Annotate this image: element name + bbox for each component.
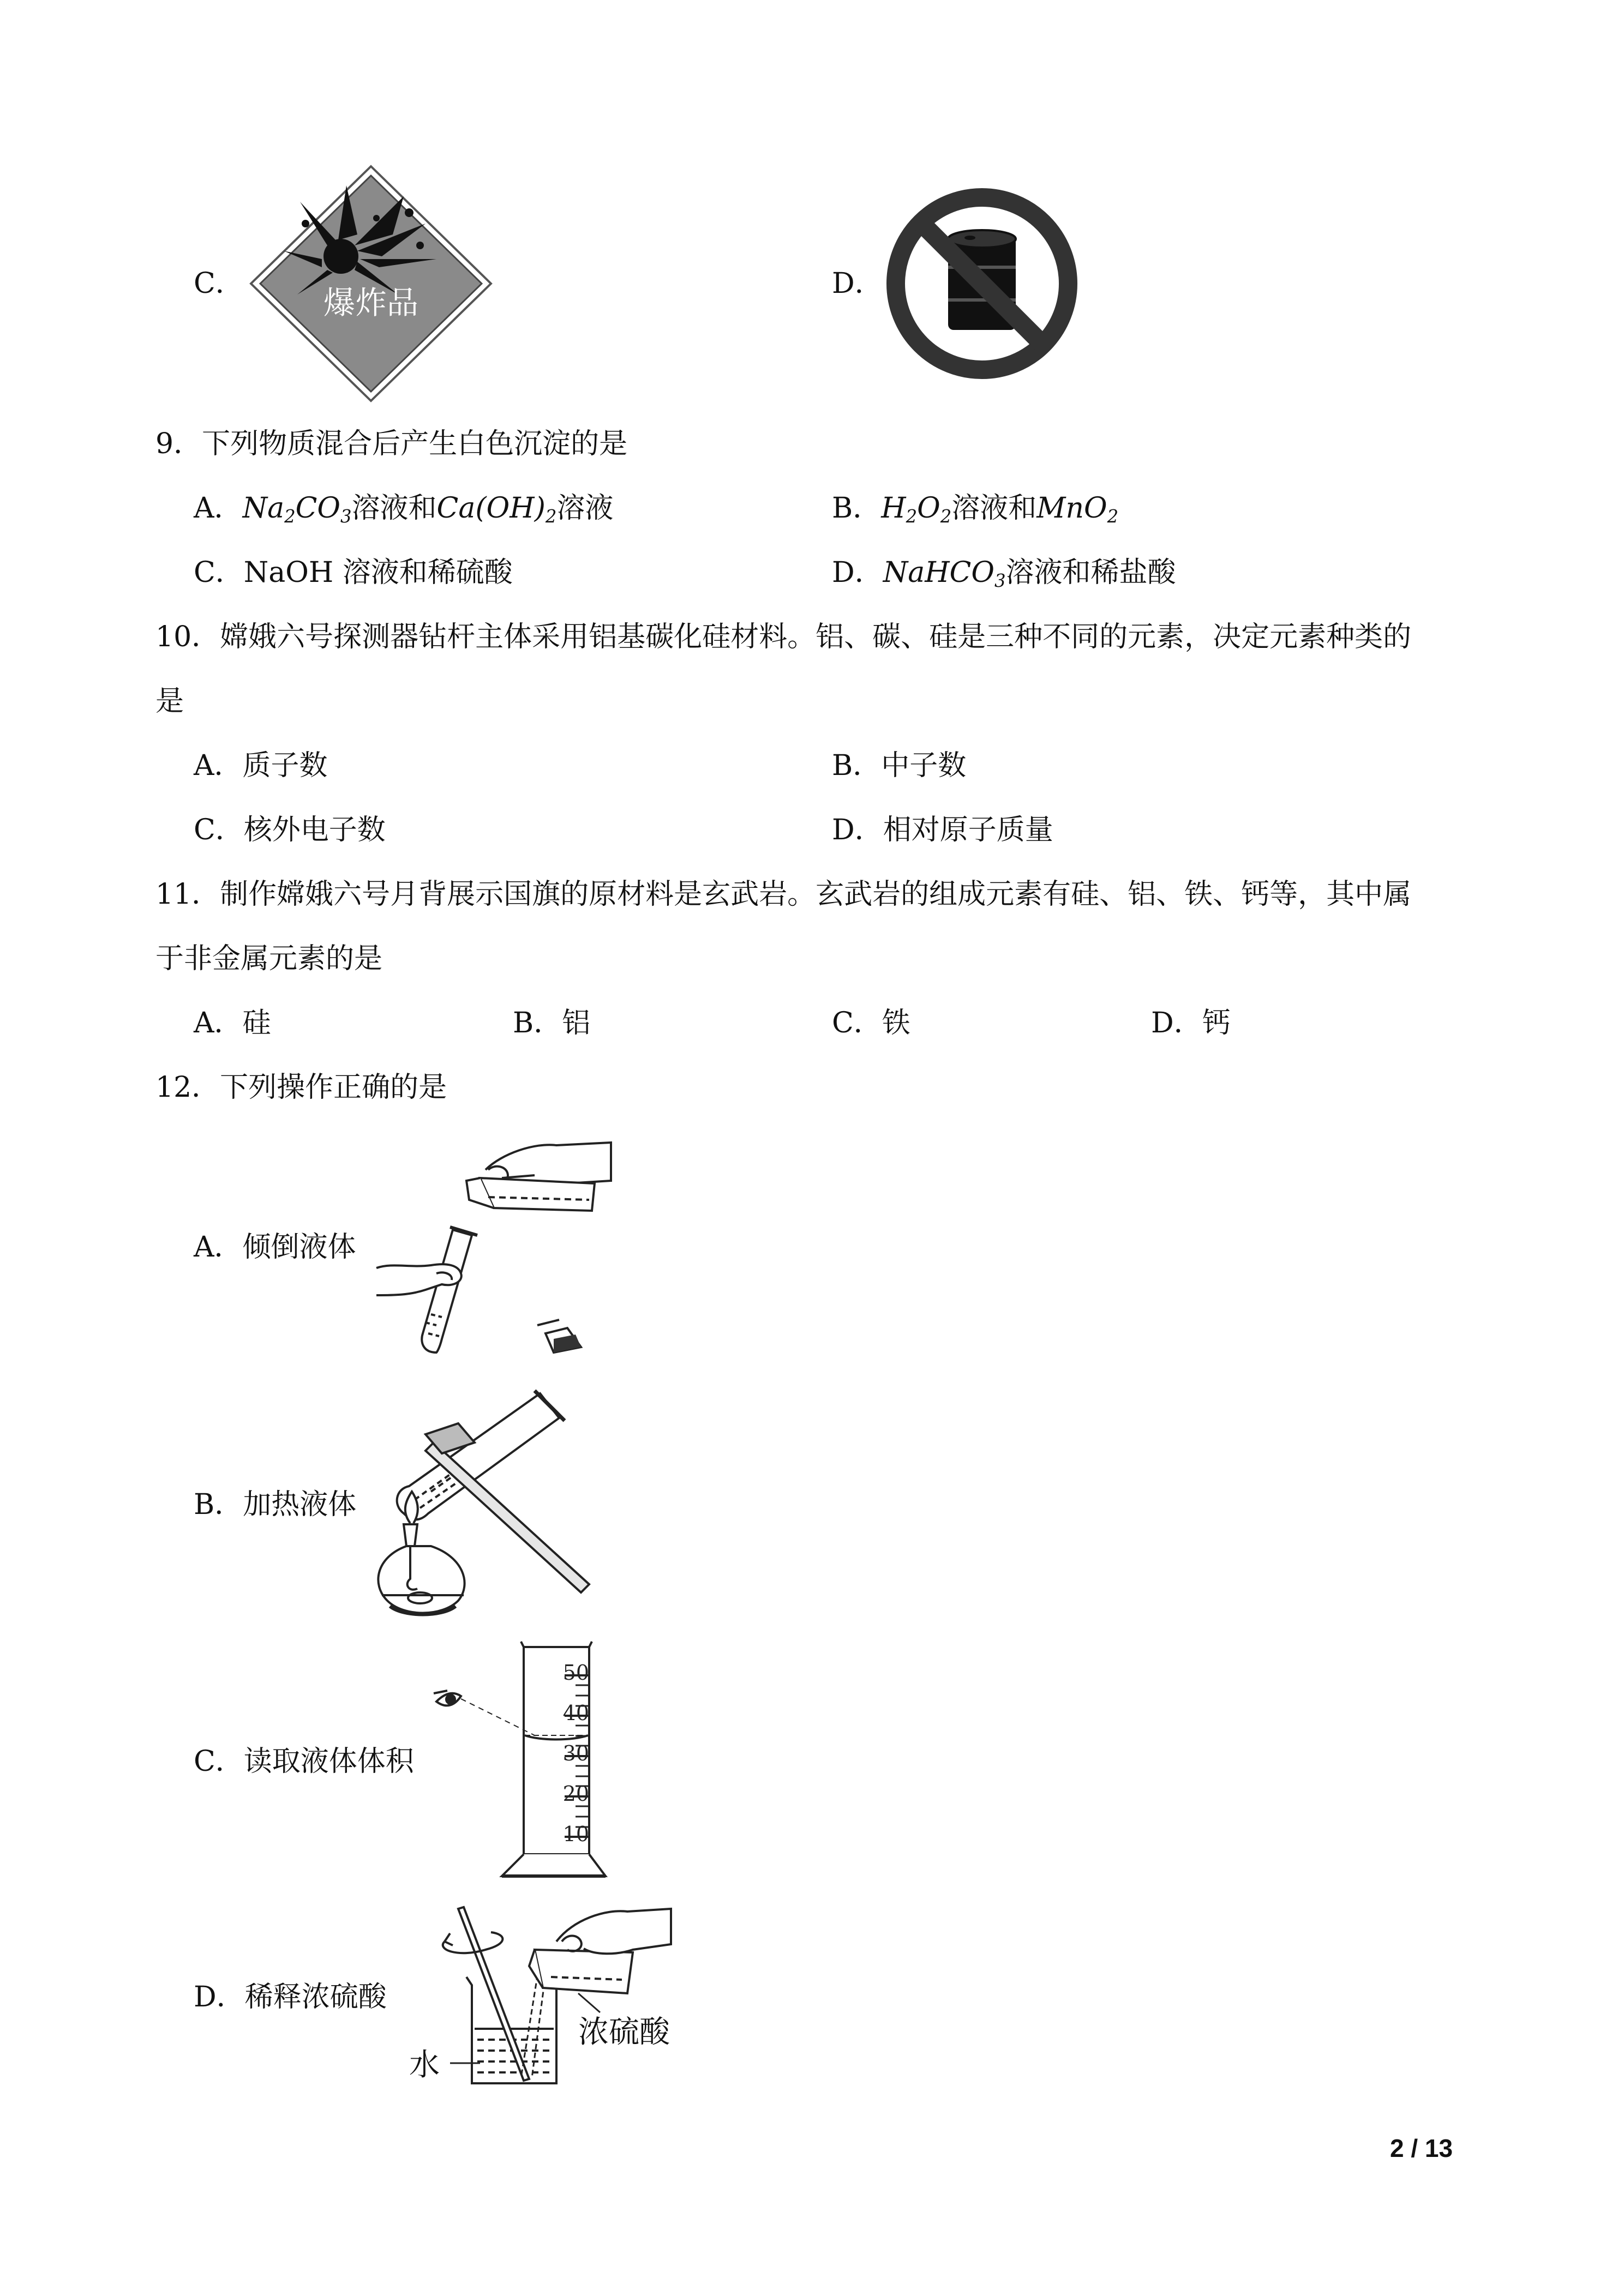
q10-option-d: D．相对原子质量 — [832, 814, 1053, 846]
q11-option-a: A．硅 — [194, 1007, 271, 1039]
no-oil-drum-sign — [884, 185, 1080, 382]
label-water: 水 — [409, 2047, 440, 2083]
explosive-sign-text: 爆炸品 — [323, 284, 419, 321]
label-concentrated-acid: 浓硫酸 — [578, 2015, 670, 2050]
heating-liquid-figure — [371, 1383, 600, 1633]
q12-option-a: A．倾倒液体 — [194, 1231, 356, 1264]
q11-stem-line1: 11．制作嫦娥六号月背展示国旗的原材料是玄武岩。玄武岩的组成元素有硅、铝、铁、钙等，其中属 — [155, 878, 1412, 911]
q10-stem-line1: 10．嫦娥六号探测器钻杆主体采用铝基碳化硅材料。铝、碳、硅是三种不同的元素，决定元素种类的 — [155, 621, 1412, 653]
q12-option-c: C．读取液体体积 — [194, 1745, 414, 1778]
cylinder-tick-10: 10 — [562, 1822, 589, 1846]
diluting-acid-figure — [398, 1890, 693, 2097]
q9-option-c: C．NaOH 溶液和稀硫酸 — [194, 556, 513, 589]
explosive-hazard-sign — [245, 164, 496, 404]
pouring-liquid-figure — [371, 1132, 622, 1361]
reagent-bottle-icon — [480, 1178, 595, 1211]
q8-option-c-label: C． — [194, 267, 244, 300]
q9-stem: 9．下列物质混合后产生白色沉淀的是 — [155, 428, 628, 460]
hand-icon — [556, 1909, 671, 1954]
q11-option-b: B．铝 — [513, 1007, 591, 1039]
alcohol-lamp-icon — [378, 1524, 464, 1614]
q9-option-d: D．NaHCO$_3$溶液和稀盐酸 — [832, 556, 1176, 592]
q11-stem-line2: 于非金属元素的是 — [155, 942, 383, 975]
page-number: 2 / 13 — [1390, 2134, 1453, 2162]
eye-icon — [434, 1691, 461, 1705]
q8-option-d-label: D． — [832, 267, 883, 300]
measuring-cylinder-figure — [431, 1636, 616, 1887]
cylinder-tick-40: 40 — [562, 1701, 589, 1725]
q9-option-a: A．$Na_2CO_3$溶液和$Ca(OH)_2$溶液 — [194, 492, 614, 527]
cylinder-tick-30: 30 — [562, 1741, 589, 1765]
q9-option-b: B．$H_2O_2$溶液和MnO$_2$ — [832, 492, 1119, 527]
q12-stem: 12．下列操作正确的是 — [155, 1071, 447, 1104]
q10-option-c: C．核外电子数 — [194, 814, 386, 846]
q11-option-c: C．铁 — [832, 1007, 910, 1039]
q10-stem-line2: 是 — [155, 685, 184, 718]
test-tube-icon — [397, 1393, 559, 1519]
q10-option-b: B．中子数 — [832, 749, 967, 782]
q11-option-d: D．钙 — [1151, 1007, 1231, 1039]
q10-option-a: A．质子数 — [194, 749, 328, 782]
cylinder-tick-50: 50 — [562, 1661, 589, 1685]
q12-option-d: D．稀释浓硫酸 — [194, 1981, 387, 2013]
q12-option-b: B．加热液体 — [194, 1488, 357, 1521]
reagent-bottle-icon — [535, 1950, 633, 1993]
cylinder-tick-20: 20 — [562, 1782, 589, 1806]
